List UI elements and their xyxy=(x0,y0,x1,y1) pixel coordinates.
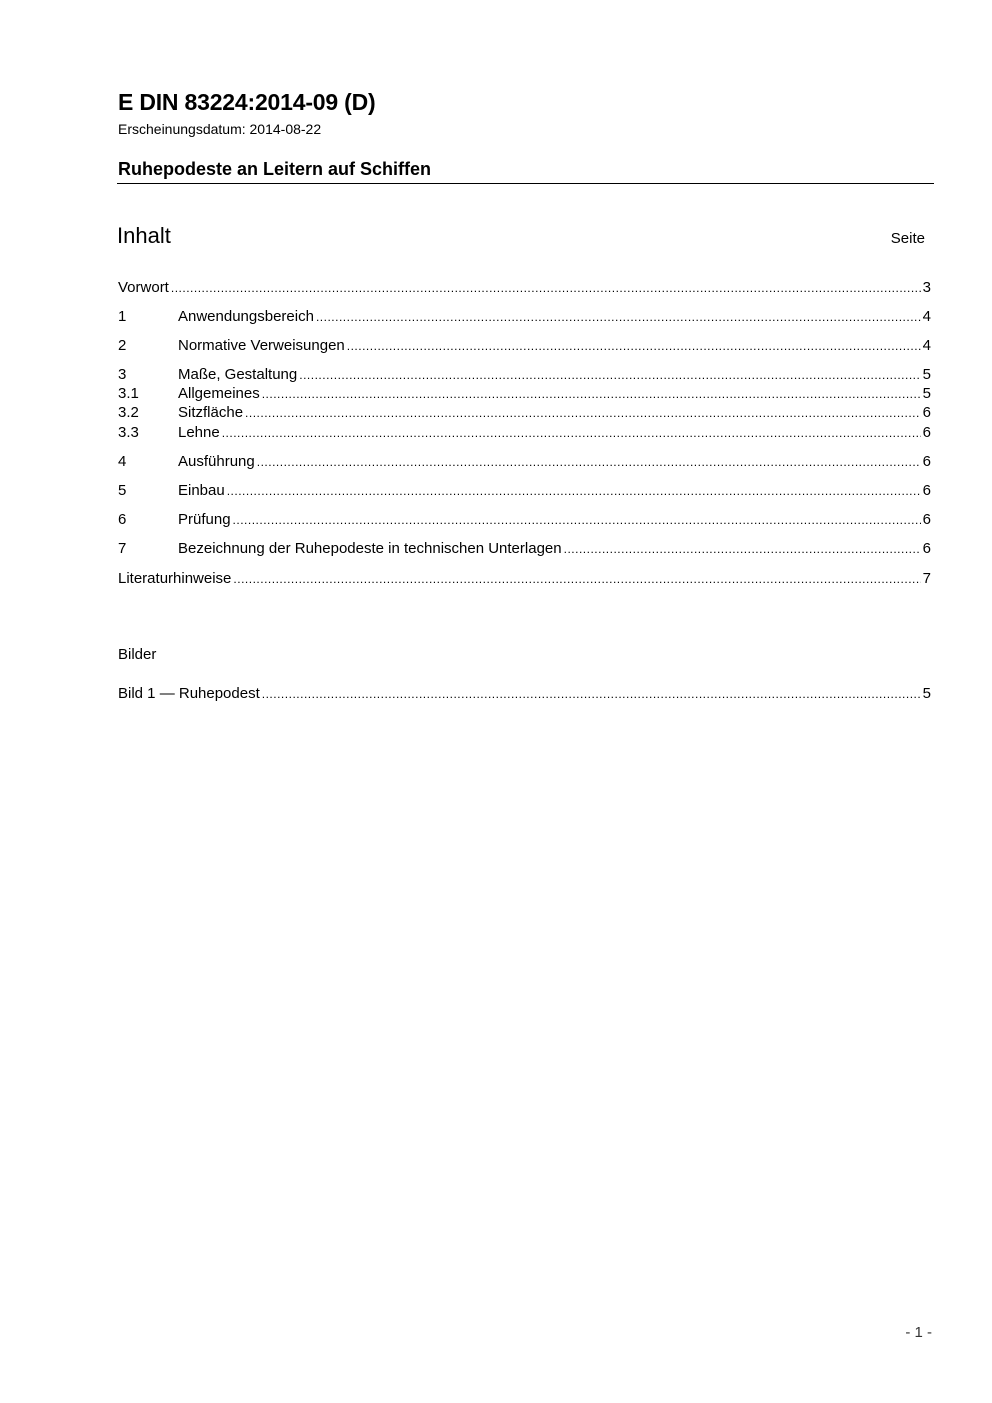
toc-leader xyxy=(347,337,921,355)
toc-entry-7[interactable] xyxy=(118,540,931,558)
toc-entry-5[interactable] xyxy=(118,482,931,500)
toc-entry-title: Ausführung xyxy=(178,453,255,470)
toc-leader xyxy=(564,540,921,558)
figure-entry-1[interactable] xyxy=(118,685,931,703)
toc-entry-page: 6 xyxy=(922,424,931,441)
toc-leader xyxy=(262,385,921,403)
toc-leader xyxy=(171,279,921,297)
toc-entry-page: 6 xyxy=(922,404,931,421)
toc-entry-title: Sitzfläche xyxy=(178,404,244,421)
toc-entry-number: 4 xyxy=(118,453,127,470)
toc-entry-page: 7 xyxy=(922,570,931,587)
toc-entry-page: 3 xyxy=(922,279,931,296)
toc-entry-literaturhinweise[interactable] xyxy=(118,570,931,588)
toc-entry-3[interactable] xyxy=(118,366,931,384)
toc-entry-title: Bezeichnung der Ruhepodeste in technischen Unterlagen xyxy=(178,540,562,557)
toc-entry-page: 6 xyxy=(922,540,931,557)
toc-entry-page: 4 xyxy=(922,308,931,325)
toc-entry-4[interactable] xyxy=(118,453,931,471)
publication-date: Erscheinungsdatum: 2014-08-22 xyxy=(118,121,322,137)
toc-entry-number: 2 xyxy=(118,337,127,354)
toc-leader xyxy=(227,482,921,500)
title-rule xyxy=(117,183,934,184)
figure-entry-title: Bild 1 — Ruhepodest xyxy=(118,685,260,702)
toc-leader xyxy=(233,511,921,529)
toc-entry-page: 6 xyxy=(922,511,931,528)
toc-entry-title: Literaturhinweise xyxy=(118,570,232,587)
toc-entry-number: 3.3 xyxy=(118,424,139,441)
document-id: E DIN 83224:2014-09 (D) xyxy=(118,89,376,115)
toc-entry-page: 5 xyxy=(922,366,931,383)
toc-entry-3-2[interactable] xyxy=(118,404,931,422)
toc-entry-page: 4 xyxy=(922,337,931,354)
toc-entry-title: Lehne xyxy=(178,424,220,441)
document-subtitle: Ruhepodeste an Leitern auf Schiffen xyxy=(118,159,432,179)
toc-entry-number: 7 xyxy=(118,540,127,557)
toc-entry-vorwort[interactable] xyxy=(118,279,931,297)
toc-entry-number: 3 xyxy=(118,366,127,383)
toc-entry-page: 6 xyxy=(922,453,931,470)
toc-leader xyxy=(316,308,921,326)
toc-entry-title: Einbau xyxy=(178,482,225,499)
toc-entry-number: 1 xyxy=(118,308,127,325)
toc-entry-title: Maße, Gestaltung xyxy=(178,366,298,383)
toc-entry-number: 3.2 xyxy=(118,404,139,421)
toc-leader xyxy=(262,685,921,703)
toc-entry-title: Allgemeines xyxy=(178,385,260,402)
toc-entry-title: Anwendungsbereich xyxy=(178,308,314,325)
toc-leader xyxy=(245,404,921,422)
toc-entry-2[interactable] xyxy=(118,337,931,355)
toc-entry-1[interactable] xyxy=(118,308,931,326)
figure-entry-page: 5 xyxy=(922,685,931,702)
toc-entry-title: Normative Verweisungen xyxy=(178,337,345,354)
toc-entry-6[interactable] xyxy=(118,511,931,529)
toc-leader xyxy=(233,570,920,588)
toc-entry-3-3[interactable] xyxy=(118,424,931,442)
page-number: - 1 - xyxy=(905,1324,932,1341)
toc-entry-number: 6 xyxy=(118,511,127,528)
toc-entry-title: Vorwort xyxy=(118,279,169,296)
toc-heading: Inhalt xyxy=(117,223,171,248)
figures-heading: Bilder xyxy=(118,646,157,663)
toc-entry-number: 5 xyxy=(118,482,127,499)
toc-entry-title: Prüfung xyxy=(178,511,231,528)
toc-leader xyxy=(299,366,920,384)
toc-entry-page: 5 xyxy=(922,385,931,402)
toc-leader xyxy=(257,453,921,471)
toc-entry-number: 3.1 xyxy=(118,385,139,402)
toc-entry-3-1[interactable] xyxy=(118,385,931,403)
toc-entry-page: 6 xyxy=(922,482,931,499)
toc-leader xyxy=(222,424,921,442)
toc-page-label: Seite xyxy=(890,230,925,247)
